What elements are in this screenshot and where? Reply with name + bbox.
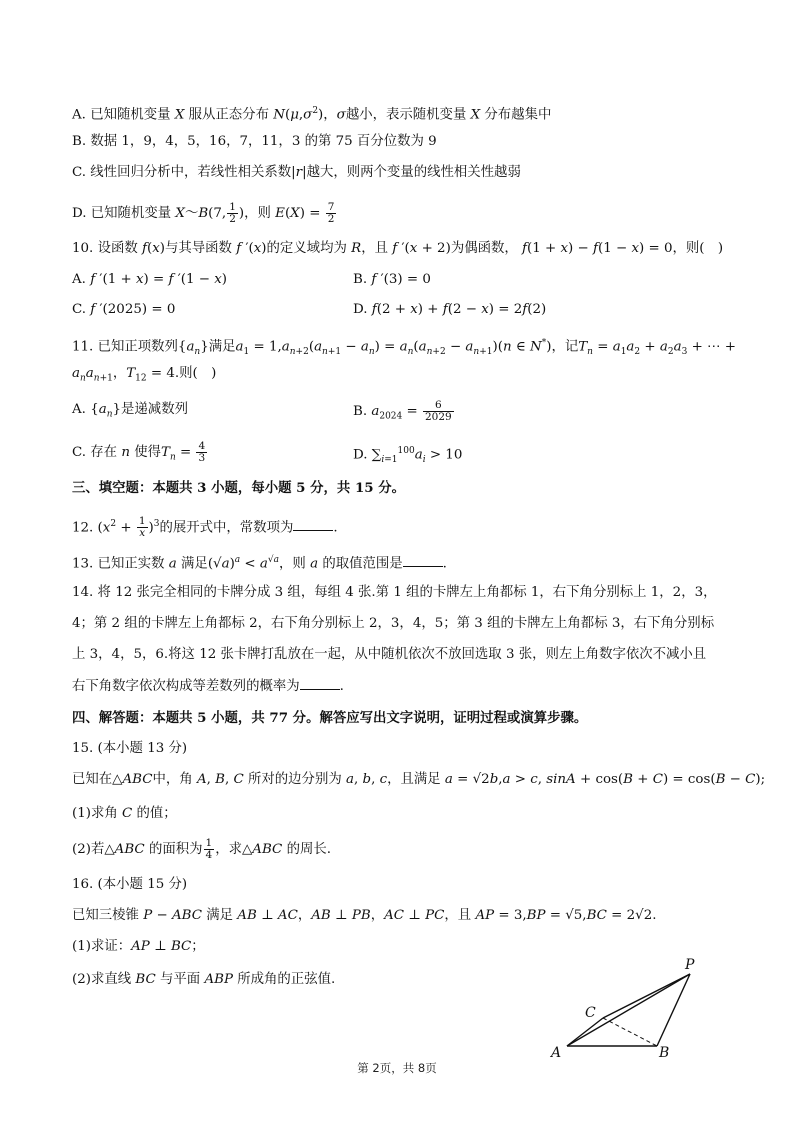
q12-answer-blank[interactable]: [293, 517, 333, 531]
label-b: B: [659, 1045, 670, 1060]
q14-line4: 右下角数字依次构成等差数列的概率为 .: [72, 676, 344, 697]
section-3-heading: 三、填空题：本题共 3 小题，每小题 5 分，共 15 分。: [72, 480, 406, 496]
q14-answer-blank[interactable]: [300, 676, 340, 690]
q9-option-d: D. 已知随机变量 X～B(7, $\frac{1}{2}$ )，则 E(X) = $\frac{7}{2}$: [72, 201, 335, 225]
q11-options-row1: A. $\{a_n\}$是递减数列 B. $a_{2024}$ = $\frac{6}{2029}$: [72, 399, 452, 423]
q15-part2: (2)若△ABC 的面积为 $\frac{1}{4}$ ，求△ABC 的周长.: [72, 837, 332, 861]
q14-line2: 4；第 2 组的卡牌左上角都标 2，右下角分别标上 2，3，4，5；第 3 组的卡牌左上角都标 3，右下角分别标: [72, 616, 715, 631]
edge-bp: [657, 974, 690, 1046]
q14-line3: 上 3，4，5，6.将这 12 张卡牌打乱放在一起，从中随机依次不放回选取 3 张，则左上角数字依次不减小且: [72, 647, 707, 662]
q13: 13. 已知正实数 a 满足$(√a)^a < a^{√a}$，则 a 的取值范围是 .: [72, 555, 447, 572]
tetrahedron-figure: [545, 950, 715, 1060]
q10-options-row2: C. f ′(2025) = 0 D. f(2 + x) + f(2 − x) = 2f(2): [72, 302, 547, 317]
q15-part1: (1)求角 C 的值；: [72, 806, 177, 821]
section-4-heading: 四、解答题：本题共 5 小题，共 77 分。解答应写出文字说明，证明过程或演算步骤。: [72, 710, 588, 726]
q16-stem: 已知三棱锥 P − ABC 满足 AB ⊥ AC，AB ⊥ PB，AC ⊥ PC，且 AP = 3,BP = √5,BC = 2√2.: [72, 908, 657, 923]
edge-cb-hidden: [603, 1018, 657, 1046]
q9-option-c: C. 线性回归分析中，若线性相关系数|r|越大，则两个变量的线性相关性越弱: [72, 165, 521, 180]
label-p: P: [685, 957, 695, 973]
q16-heading: 16. (本小题 15 分): [72, 877, 188, 892]
q16-part2: (2)求直线 BC 与平面 ABP 所成角的正弦值.: [72, 972, 336, 987]
q15-stem: 已知在△ABC中，角 A, B, C 所对的边分别为 a, b, c，且满足 a = √2b,a > c, sinA + cos(B + C) = cos(B − C);: [72, 772, 766, 787]
edge-ac: [567, 1018, 603, 1046]
q12: 12. ($x^2$ + $\frac{1}{x}$ )$^3$的展开式中，常数项为 .: [72, 515, 338, 540]
page-footer: 第 2页，共 8页: [357, 1061, 437, 1075]
q14-line1: 14. 将 12 张完全相同的卡牌分成 3 组，每组 4 张.第 1 组的卡牌左上角都标 1，右下角分别标上 1，2，3，: [72, 585, 717, 600]
q11-options-row2: C. 存在 n 使得$T_n$ = $\frac{4}{3}$ D. $\sum_{i=1}^{100}a_i > 10$: [72, 440, 463, 466]
q10-options-row1: A. f ′(1 + x) = f ′(1 − x) B. f ′(3) = 0: [72, 272, 431, 287]
q15-heading: 15. (本小题 13 分): [72, 741, 188, 756]
edge-cp: [603, 974, 690, 1018]
q11-stem-line2: $a_na_{n+1}$，$T_{12} = 4$.则( ): [72, 366, 217, 384]
label-c: C: [585, 1005, 596, 1021]
q13-answer-blank[interactable]: [403, 553, 443, 567]
q9-option-a: A. 已知随机变量 X 服从正态分布 $N(\mu,\sigma^2)$，σ越小，表示随机变量 X 分布越集中: [72, 106, 552, 123]
q16-part1: (1)求证：AP ⊥ BC；: [72, 939, 205, 954]
q10-stem: 10. 设函数 f(x)与其导函数 f ′(x)的定义域均为 R，且 f ′(x + 2)为偶函数， f(1 + x) − f(1 − x) = 0，则( ): [72, 241, 724, 256]
q9-option-b: B. 数据 1，9，4，5，16，7，11，3 的第 75 百分位数为 9: [72, 134, 437, 149]
label-a: A: [551, 1045, 562, 1060]
q11-stem-line1: 11. 已知正项数列$\{a_n\}$满足$a_1 = 1,a_{n+2}(a_{n+1} - a_n) = a_n(a_{n+2} - a_{n+1})(n$ ∈ N*)，记$T_n = a_1a_2 + a_2a_3$ + ⋯ +: [72, 338, 736, 358]
